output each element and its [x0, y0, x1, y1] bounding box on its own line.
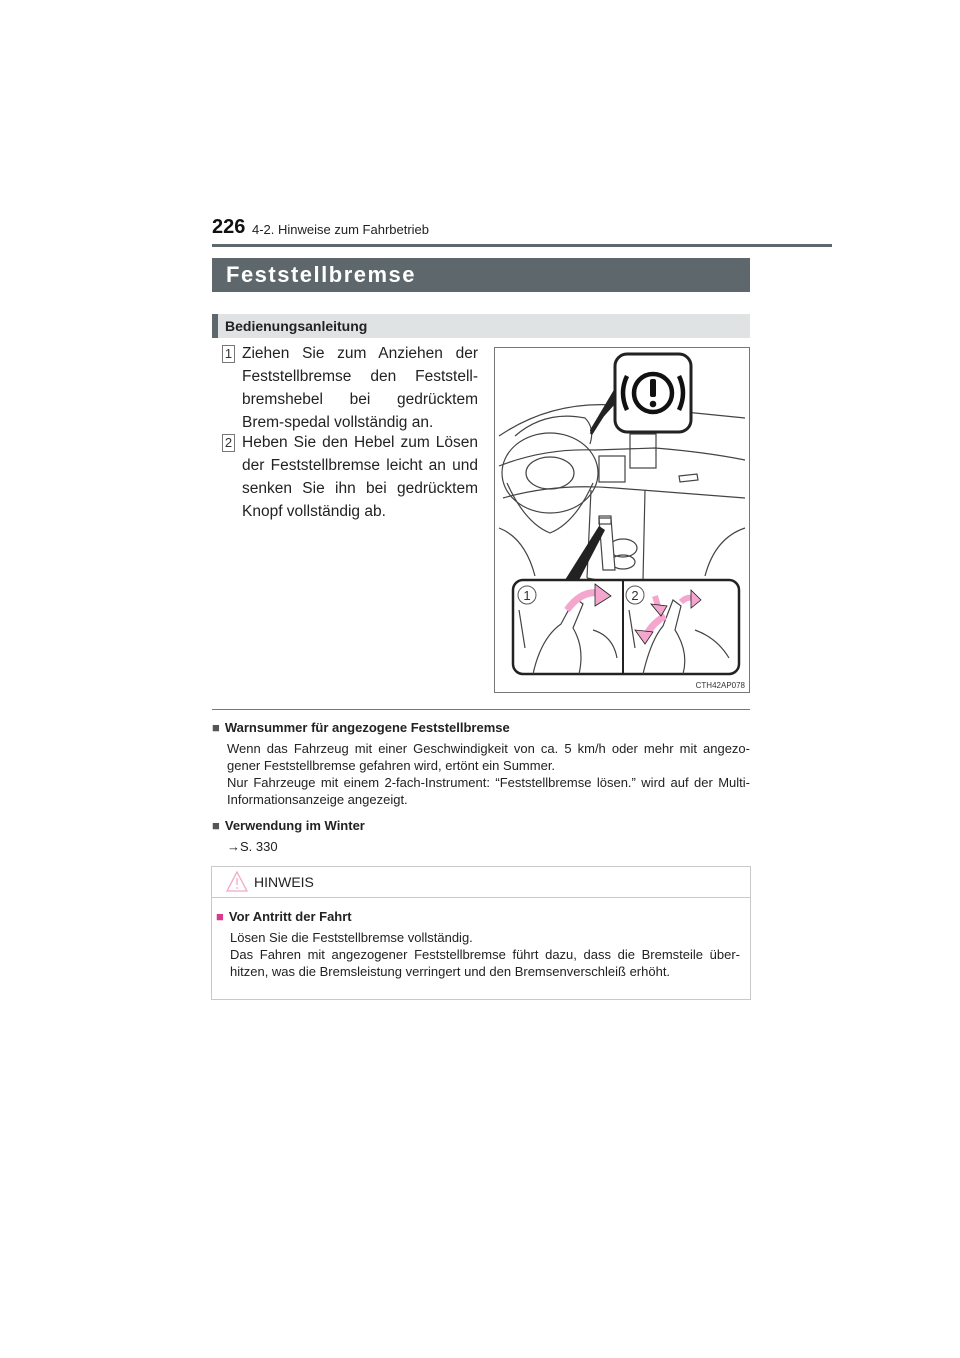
page-number: 226: [212, 216, 246, 238]
note-heading-text: Verwendung im Winter: [224, 818, 365, 833]
note-line: Nur Fahrzeuge mit einem 2-fach-Instrument: “Feststellbremse lösen.” wird auf der Multi-Informationsanzeige angezeigt.: [227, 775, 750, 807]
inset-label-2: 2: [631, 588, 639, 603]
note-heading: [212, 720, 750, 735]
note-winter: [212, 818, 750, 855]
breadcrumb: 4-2. Hinweise zum Fahrbetrieb: [252, 222, 430, 237]
illustration-drawing: [495, 348, 749, 692]
step-marker-1: 1: [222, 345, 235, 363]
subheading-label: Bedienungsanleitung: [225, 318, 368, 334]
hinweis-line: Das Fahren mit angezogener Feststellbremse führt dazu, dass die Bremsteile über-hitzen, was die Bremsleistung verringert und den Bremsenverschleiß erhöht.: [230, 947, 740, 979]
figure-divider: [212, 709, 750, 710]
hinweis-line: Lösen Sie die Feststellbremse vollständig.: [230, 930, 473, 945]
section-title: Feststellbremse: [212, 258, 750, 292]
hinweis-box: [211, 866, 751, 1000]
header-rule: [212, 244, 832, 247]
note-body: [227, 838, 750, 855]
hinweis-label: HINWEIS: [254, 874, 314, 890]
note-warnsummer: [212, 720, 750, 808]
figure-code: CTH42AP078: [695, 681, 745, 690]
hinweis-text: [230, 929, 740, 980]
square-bullet-icon: ■: [212, 720, 220, 735]
page-reference-link[interactable]: S. 330: [240, 839, 278, 854]
note-body: [227, 740, 750, 808]
step-marker-2: 2: [222, 434, 235, 452]
hinweis-heading-text: Vor Antritt der Fahrt: [228, 909, 352, 924]
square-bullet-icon: ■: [212, 818, 220, 833]
hinweis-heading: [212, 909, 740, 924]
subheading: [212, 314, 750, 338]
parking-brake-illustration: [494, 347, 750, 693]
note-line: Wenn das Fahrzeug mit einer Geschwindigkeit von ca. 5 km/h oder mehr mit angezo-gener Feststellbremse gefahren wird, ertönt ein Summer.: [227, 741, 750, 773]
note-heading-text: Warnsummer für angezogene Feststellbremse: [224, 720, 510, 735]
reference-arrow: →: [227, 839, 240, 854]
hinweis-header: [212, 867, 750, 898]
note-heading: [212, 818, 750, 833]
caution-triangle-icon: [226, 871, 248, 892]
inset-label-1: 1: [523, 588, 531, 603]
hinweis-body: [212, 909, 740, 980]
step-1-text: Ziehen Sie zum Anziehen der Feststellbremse den Feststell-bremshebel bei gedrücktem Brem-spedal vollständig an.: [242, 345, 478, 431]
step-2-text: Heben Sie den Hebel zum Lösen der Feststellbremse leicht an und senken Sie ihn bei gedrücktem Knopf vollständig ab.: [242, 434, 478, 520]
square-bullet-icon: ■: [216, 909, 224, 924]
